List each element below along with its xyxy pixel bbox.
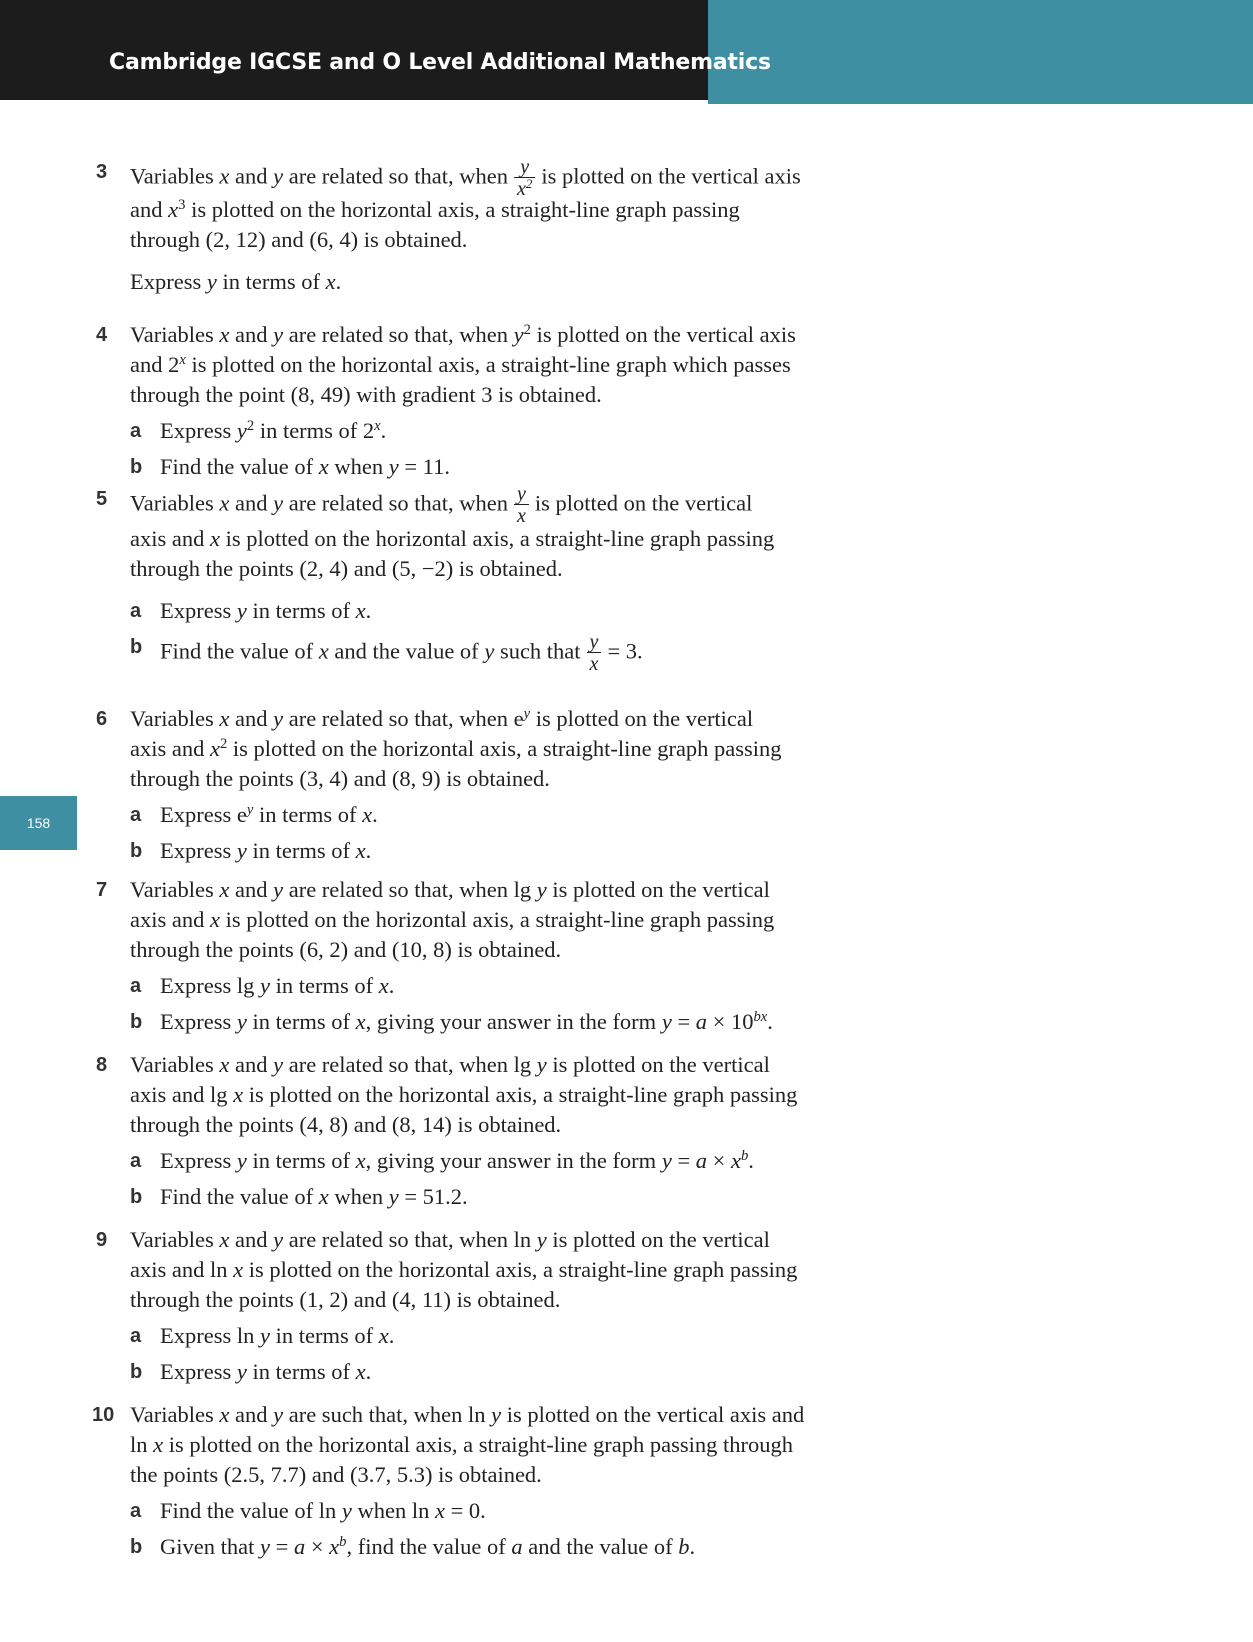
question-9: 9 Variables x and y are related so that, when ln y is plotted on the vertical axis and ln x is plotted on the horizontal axis, a straight-line graph passing through the points (1, 2) and (4, 11) is obtained. a Express ln y in terms of x. b Express y in terms of x. bbox=[130, 1225, 930, 1387]
part-a: a Find the value of ln y when ln x = 0. bbox=[130, 1498, 486, 1523]
part-b: b Express y in terms of x. bbox=[130, 838, 372, 863]
question-number: 3 bbox=[96, 161, 108, 183]
fraction: $\frac{y}{x^2}$ bbox=[514, 157, 535, 200]
question-number: 9 bbox=[96, 1229, 108, 1251]
question-3: 3 Variables x and y are related so that, when $\frac{y}{x^2}$ is plotted on the vertical axis and $x^3$ is plotted on the horizontal axis, a straight-line graph passing through (2, 12) and (6, 4) is obtained. Express y in terms of x. bbox=[130, 157, 930, 297]
question-number: 4 bbox=[96, 324, 108, 346]
fraction: $\frac{y}{x}$ bbox=[587, 632, 602, 675]
part-a: a Express $e^y$ in terms of x. bbox=[130, 801, 378, 827]
question-7: 7 Variables x and y are related so that, when lg y is plotted on the vertical axis and x is plotted on the horizontal axis, a straight-line graph passing through the points (6, 2) and (10, 8) is obtained. a Express lg y in terms of x. b Express y in terms of x, giving your answer in the form $y = a \times 10^{bx}$. bbox=[130, 875, 930, 1037]
header-accent bbox=[708, 0, 1253, 104]
part-b: b Find the value of x when y = 51.2. bbox=[130, 1184, 468, 1209]
question-10: 10 Variables x and y are such that, when ln y is plotted on the vertical axis and ln x is plotted on the horizontal axis, a straight-line graph passing through the points (2.5, 7.7) and (3.7, 5.3) is obtained. a Find the value of ln y when ln x = 0. b Given that $y = a \times x^b$, find the value of a and the value of b. bbox=[130, 1400, 930, 1562]
part-a: a Express ln y in terms of x. bbox=[130, 1323, 395, 1348]
part-b: b Find the value of x and the value of y such that $\frac{y}{x}$ = 3. bbox=[130, 631, 643, 675]
page-number: 158 bbox=[0, 796, 77, 850]
question-4: 4 Variables x and y are related so that, when $y^2$ is plotted on the vertical axis and 2$^x$ is plotted on the horizontal axis, a straight-line graph which passes through the point (8, 49) with gradient 3 is obtained. a Express $y^2$ in terms of 2$^x$. b Find the value of x when y = 11. bbox=[130, 320, 930, 482]
part-a: a Express y in terms of x. bbox=[130, 598, 372, 623]
fraction: $\frac{y}{x}$ bbox=[514, 484, 529, 527]
question-number: 6 bbox=[96, 708, 108, 730]
part-b: b Given that $y = a \times x^b$, find the value of a and the value of b. bbox=[130, 1533, 696, 1559]
question-8: 8 Variables x and y are related so that, when lg y is plotted on the vertical axis and lg x is plotted on the horizontal axis, a straight-line graph passing through the points (4, 8) and (8, 14) is obtained. a Express y in terms of x, giving your answer in the form $y = a \times x^b$. b Find the value of x when y = 51.2. bbox=[130, 1050, 930, 1212]
part-b: b Express y in terms of x. bbox=[130, 1359, 372, 1384]
part-a: a Express lg y in terms of x. bbox=[130, 973, 395, 998]
part-b: b Find the value of x when y = 11. bbox=[130, 454, 450, 479]
question-number: 7 bbox=[96, 879, 108, 901]
part-b: b Express y in terms of x, giving your answer in the form $y = a \times 10^{bx}$. bbox=[130, 1008, 773, 1034]
question-6: 6 Variables x and y are related so that, when $e^y$ is plotted on the vertical axis and $x^2$ is plotted on the horizontal axis, a straight-line graph passing through the points (3, 4) and (8, 9) is obtained. a Express $e^y$ in terms of x. b Express y in terms of x. bbox=[130, 704, 930, 866]
question-number: 8 bbox=[96, 1054, 108, 1076]
book-title: Cambridge IGCSE and O Level Additional Mathematics bbox=[109, 50, 771, 75]
question-text: Variables x and y are related so that, when $\frac{y}{x^2}$ is plotted on the vertical axis bbox=[130, 156, 801, 200]
question-number: 10 bbox=[92, 1404, 115, 1426]
question-number: 5 bbox=[96, 488, 108, 510]
part-a: a Express $y^2$ in terms of 2$^x$. bbox=[130, 417, 387, 443]
question-5: 5 Variables x and y are related so that, when $\frac{y}{x}$ is plotted on the vertical axis and x is plotted on the horizontal axis, a straight-line graph passing through the points (2, 4) and (5, −2) is obtained. a Express y in terms of x. b Find the value of x and the value of y such that $\frac{y}{x}$ = 3. bbox=[130, 484, 930, 662]
part-a: a Express y in terms of x, giving your answer in the form $y = a \times x^b$. bbox=[130, 1147, 754, 1173]
